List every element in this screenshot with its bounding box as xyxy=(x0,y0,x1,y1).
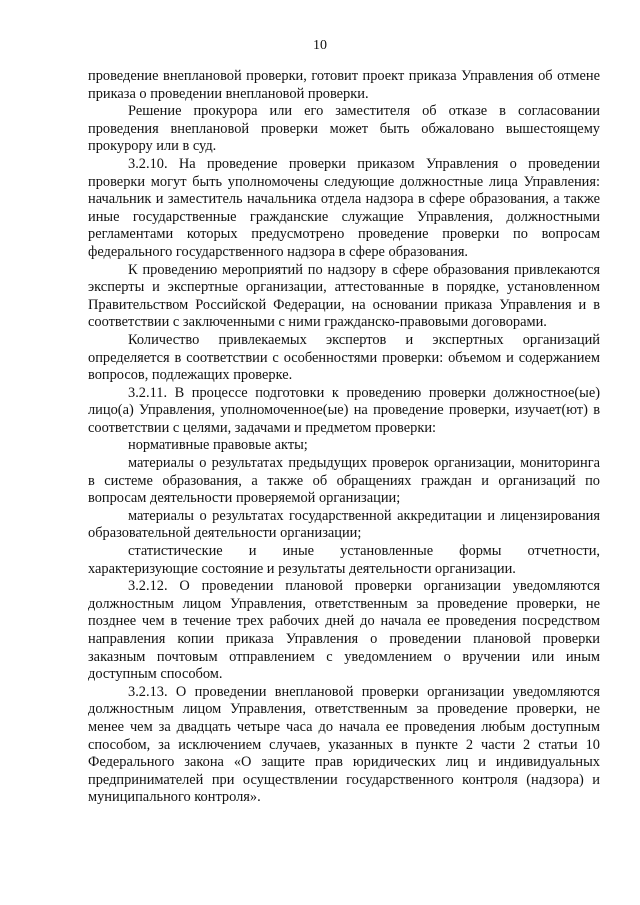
list-item-previous-inspections: материалы о результатах предыдущих проверок организации, мониторинга в системе образования, а также об обращениях граждан и организаций по вопросам деятельности проверяемой организации; xyxy=(88,455,600,507)
page-number: 10 xyxy=(313,38,327,53)
list-item-statistics: статистические и иные установленные формы отчетности, характеризующие состояние и результаты деятельности организации. xyxy=(88,543,600,577)
paragraph-3-2-11: 3.2.11. В процессе подготовки к проведению проверки должностное(ые) лицо(а) Управления, уполномоченное(ые) на проведение проверки, изучает(ют) в соответствии с целями, задачами и предметом проверки: xyxy=(88,384,600,436)
paragraph-3-2-13: 3.2.13. О проведении внеплановой проверки организации уведомляются должностным лицом Управления, ответственным за проведение проверки, не менее чем за двадцать четыре часа до начала ее проведения любым доступным способом, за исключением случаев, указанных в пункте 2 части 2 статьи 10 Федерального закона «О защите прав юридических лиц и индивидуальных предпринимателей при осуществлении государственного контроля (надзора) и муниципального контроля». xyxy=(88,683,600,806)
document-body xyxy=(88,68,600,807)
list-item-accreditation: материалы о результатах государственной аккредитации и лицензирования образовательной деятельности организации; xyxy=(88,507,600,542)
paragraph-prosecutor-decision: Решение прокурора или его заместителя об отказе в согласовании проведения внеплановой проверки может быть обжаловано вышестоящему прокурору или в суд. xyxy=(88,103,600,155)
paragraph-continuation: проведение внеплановой проверки, готовит проект приказа Управления об отмене приказа о проведении внеплановой проверки. xyxy=(88,68,600,102)
list-item-normative-acts: нормативные правовые акты; xyxy=(128,437,308,454)
paragraph-experts-count: Количество привлекаемых экспертов и экспертных организаций определяется в соответствии с особенностями проверки: объемом и содержанием вопросов, подлежащих проверке. xyxy=(88,331,600,384)
paragraph-experts: К проведению мероприятий по надзору в сфере образования привлекаются эксперты и экспертные организации, аттестованные в порядке, установленном Правительством Российской Федерации, на основании приказа Управления и в соответствии с заключенными с ними гражданско-правовыми договорами. xyxy=(88,261,600,331)
paragraph-3-2-12: 3.2.12. О проведении плановой проверки организации уведомляются должностным лицом Управления, ответственным за проведение проверки, не позднее чем в течение трех рабочих дней до начала ее проведения посредством направления копии приказа Управления о проведении плановой проверки заказным почтовым отправлением с уведомлением о вручении или иным доступным способом. xyxy=(88,578,600,683)
paragraph-3-2-10: 3.2.10. На проведение проверки приказом Управления о проведении проверки могут быть уполномочены следующие должностные лица Управления: начальник и заместитель начальника отдела надзора в сфере образования, а также иные государственные гражданские служащие Управления, должностными регламентами которых предусмотрено проведение проверки по вопросам федерального государственного надзора в сфере образования. xyxy=(88,155,600,260)
